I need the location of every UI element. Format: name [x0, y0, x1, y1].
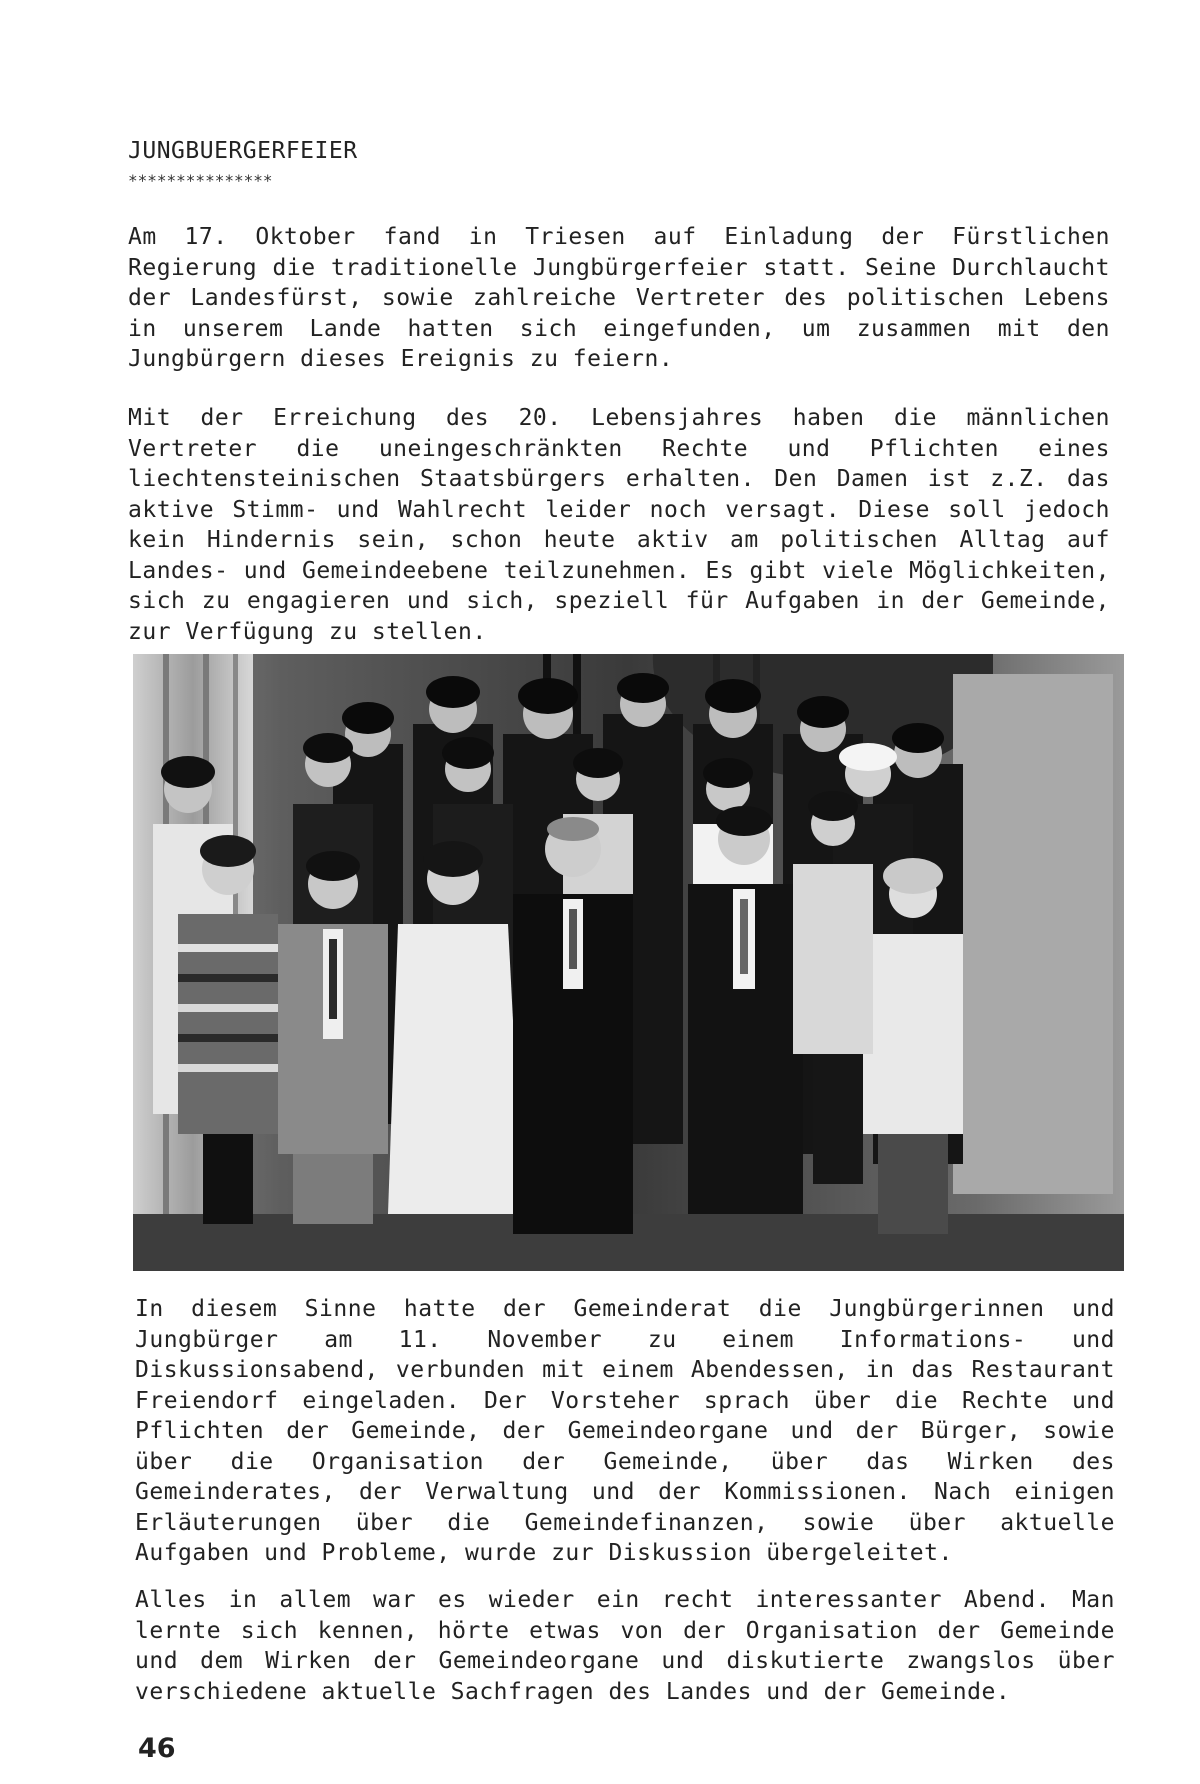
group-photo: [133, 654, 1124, 1271]
page-number: 46: [138, 1733, 176, 1764]
paragraph-info-evening: In diesem Sinne hatte der Gemeinderat die Jungbürgerinnen und Jungbürger am 11. November zu einem Informations- und Diskussionsabend, verbunden mit einem Abendessen, in das Restaurant Freiendorf eingeladen. Der Vorsteher sprach über die Rechte und Pflichten der Gemeinde, der Gemeindeorgane und der Bürger, sowie über die Organisation der Gemeinde, über das Wirken des Gemeinderates, der Verwaltung und der Kommissionen. Nach einigen Erläuterungen über die Gemeindefinanzen, sowie über aktuelle Aufgaben und Probleme, wurde zur Diskussion übergeleitet.: [135, 1296, 1115, 1566]
heading-underline: ***************: [128, 171, 273, 190]
paragraph-summary: Alles in allem war es wieder ein recht interessanter Abend. Man lernte sich kennen, hörte etwas von der Organisation der Gemeinde und dem Wirken der Gemeindeorgane und diskutierte zwangslos über verschiedene aktuelle Sachfragen des Landes und der Gemeinde.: [135, 1587, 1115, 1705]
section-heading: JUNGBUERGERFEIER: [128, 138, 358, 164]
paragraph-rights: Mit der Erreichung des 20. Lebensjahres haben die männlichen Vertreter die uneingeschränkten Rechte und Pflichten eines liechtensteinischen Staatsbürgers erhalten. Den Damen ist z.Z. das aktive Stimm- und Wahlrecht leider noch versagt. Diese soll jedoch kein Hindernis sein, schon heute aktiv am politischen Alltag auf Landes- und Gemeindeebene teilzunehmen. Es gibt viele Möglichkeiten, sich zu engagieren und sich, speziell für Aufgaben in der Gemeinde, zur Verfügung zu stellen.: [128, 405, 1110, 645]
paragraph-intro: Am 17. Oktober fand in Triesen auf Einladung der Fürstlichen Regierung die traditionelle Jungbürgerfeier statt. Seine Durchlaucht der Landesfürst, sowie zahlreiche Vertreter des politischen Lebens in unserem Lande hatten sich eingefunden, um zusammen mit den Jungbürgern dieses Ereignis zu feiern.: [128, 224, 1110, 372]
